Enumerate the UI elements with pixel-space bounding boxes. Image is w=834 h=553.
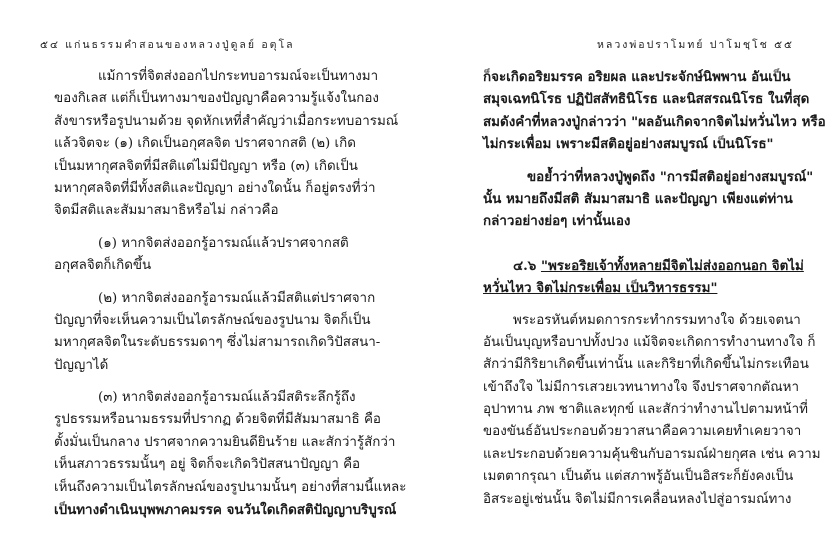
- text-line: สมุจเฉทนิโรธ ปฏิปัสสัทธินิโรธ และนิสสรณนิโรธ ในที่สุด: [483, 91, 810, 108]
- text-line: รูปธรรมหรือนามธรรมที่ปรากฏ ด้วยจิตที่มีสัมมาสมาธิ คือ: [54, 412, 381, 428]
- text-line: สังขารหรือรูปนามด้วย จุดหักเหที่สำคัญว่าเมื่อกระทบอารมณ์: [54, 113, 399, 129]
- text-line: และประกอบด้วยความคุ้นชินกับอารมณ์ฝ่ายกุศล เช่น ความ: [483, 446, 821, 462]
- right-page-body: [483, 66, 826, 511]
- text-line: พระอรหันต์หมดการกระทำกรรมทางใจ ด้วยเจตนา: [513, 312, 801, 328]
- left-paragraph-1: [54, 66, 399, 223]
- text-line: ตั้งมั่นเป็นกลาง ปราศจากความยินดียินร้าย และสักว่ารู้สักว่า: [54, 434, 396, 450]
- text-line: เป็นทางดำเนินบุพพภาคมรรค จนวันใดเกิดสติปัญญาบริบูรณ์: [54, 502, 397, 519]
- left-page-header: ๕๔ แก่นธรรมคำสอนของหลวงปู่ดูลย์ อตุโล: [40, 39, 295, 51]
- text-line: เห็นสภาวธรรมนั้นๆ อยู่ จิตก็จะเกิดวิปัสสนาปัญญา คือ: [54, 457, 361, 473]
- left-paragraph-3: [54, 288, 394, 378]
- text-line: ไม่กระเพื่อม เพราะมีสติอยู่อย่างสมบูรณ์ เป็นนิโรธ": [483, 136, 774, 153]
- left-page-body: [54, 66, 407, 521]
- text-line: เมตตากรุณา เป็นต้น แต่สภาพรู้อันเป็นอิสระก็ยังคงเป็น: [483, 469, 794, 485]
- text-line: อุปาทาน ภพ ชาติและทุกข์ และสักว่าทำงานไปตามหน้าที่: [483, 402, 808, 418]
- text-line: แล้วจิตจะ (๑) เกิดเป็นอกุศลจิต ปราศจากสติ (๒) เกิด: [54, 136, 356, 152]
- section-heading: [483, 255, 820, 300]
- right-paragraph-2: [483, 166, 820, 233]
- text-line: (๒) หากจิตส่งออกรู้อารมณ์แล้วมีสติแต่ปราศจาก: [98, 290, 376, 306]
- text-line: มหากุศลจิตในระดับธรรมดาๆ ซึ่งไม่สามารถเกิดวิปัสสนา-: [54, 335, 381, 351]
- text-line: นั้น หมายถึงมีสติ สัมมาสมาธิ และปัญญา เพียงแต่ท่าน: [483, 190, 793, 207]
- text-line: ปัญญาที่จะเห็นความเป็นไตรลักษณ์ของรูปนาม จิตก็เป็น: [54, 312, 371, 328]
- text-line: ปัญญาได้: [54, 357, 109, 373]
- text-line: อันเป็นบุญหรือบาปทั้งปวง แม้จิตจะเกิดการทำงานทางใจ ก็: [483, 334, 816, 350]
- text-line: กล่าวอย่างย่อๆ เท่านั้นเอง: [483, 213, 631, 230]
- left-paragraph-4: [54, 387, 407, 521]
- text-line: เป็นมหากุศลจิตที่มีสติแต่ไม่มีปัญญา หรือ (๓) เกิดเป็น: [54, 158, 358, 174]
- text-line: มหากุศลจิตที่มีทั้งสติและปัญญา อย่างใดนั้น ก็อยู่ตรงที่ว่า: [54, 180, 376, 196]
- section-title-line-1: "พระอริยเจ้าทั้งหลายมีจิตไม่ส่งออกนอก จิตไม่: [540, 257, 804, 274]
- text-line: สมดังคำที่หลวงปู่กล่าวว่า "ผลอันเกิดจากจิตไม่หวั่นไหว หรือ: [483, 113, 826, 130]
- right-page-header: หลวงพ่อปราโมทย์ ปาโมชฺโช ๕๕: [596, 39, 794, 51]
- text-line: อิสระอยู่เช่นนั้น จิตไม่มีการเคลื่อนหลงไปสู่อารมณ์ทาง: [483, 491, 792, 507]
- text-line: ก็จะเกิดอริยมรรค อริยผล และประจักษ์นิพพาน อันเป็น: [483, 69, 791, 85]
- text-line: แม้การที่จิตส่งออกไปกระทบอารมณ์จะเป็นทางมา: [98, 69, 379, 84]
- text-line: อกุศลจิตก็เกิดขึ้น: [54, 258, 152, 274]
- text-line: จิตมีสติและสัมมาสมาธิหรือไม่ กล่าวคือ: [54, 203, 279, 219]
- text-line: (๓) หากจิตส่งออกรู้อารมณ์แล้วมีสติระลึกรู้ถึง: [98, 390, 356, 406]
- text-line: ของขันธ์อันประกอบด้วยวาสนาคือความเคยทำเคยวาจา: [483, 424, 802, 440]
- right-paragraph-1: [483, 66, 826, 156]
- right-section-paragraph: [483, 310, 820, 512]
- text-line: เข้าถึงใจ ไม่มีการเสวยเวทนาทางใจ จึงปราศจากตัณหา: [483, 379, 800, 395]
- text-line: ของกิเลส แต่ก็เป็นทางมาของปัญญาคือความรู้แจ้งในกอง: [54, 91, 379, 107]
- text-line: ขอย้ำว่าที่หลวงปู่พูดถึง "การมีสติอยู่อย่างสมบูรณ์": [527, 168, 814, 185]
- text-line: สักว่ามีกิริยาเกิดขึ้นเท่านั้น และกิริยาที่เกิดขึ้นไม่กระเทือน: [483, 357, 809, 373]
- text-line: เห็นถึงความเป็นไตรลักษณ์ของรูปนามนั้นๆ อย่างที่สามนี้แหละ: [54, 479, 407, 495]
- section-title-line-2: หวั่นไหว จิตไม่กระเพื่อม เป็นวิหารธรรม": [483, 280, 718, 297]
- text-line: (๑) หากจิตส่งออกรู้อารมณ์แล้วปราศจากสติ: [98, 235, 349, 251]
- left-paragraph-2: [54, 233, 394, 278]
- right-page: [417, 0, 834, 553]
- section-number: ๔.๖: [513, 257, 537, 274]
